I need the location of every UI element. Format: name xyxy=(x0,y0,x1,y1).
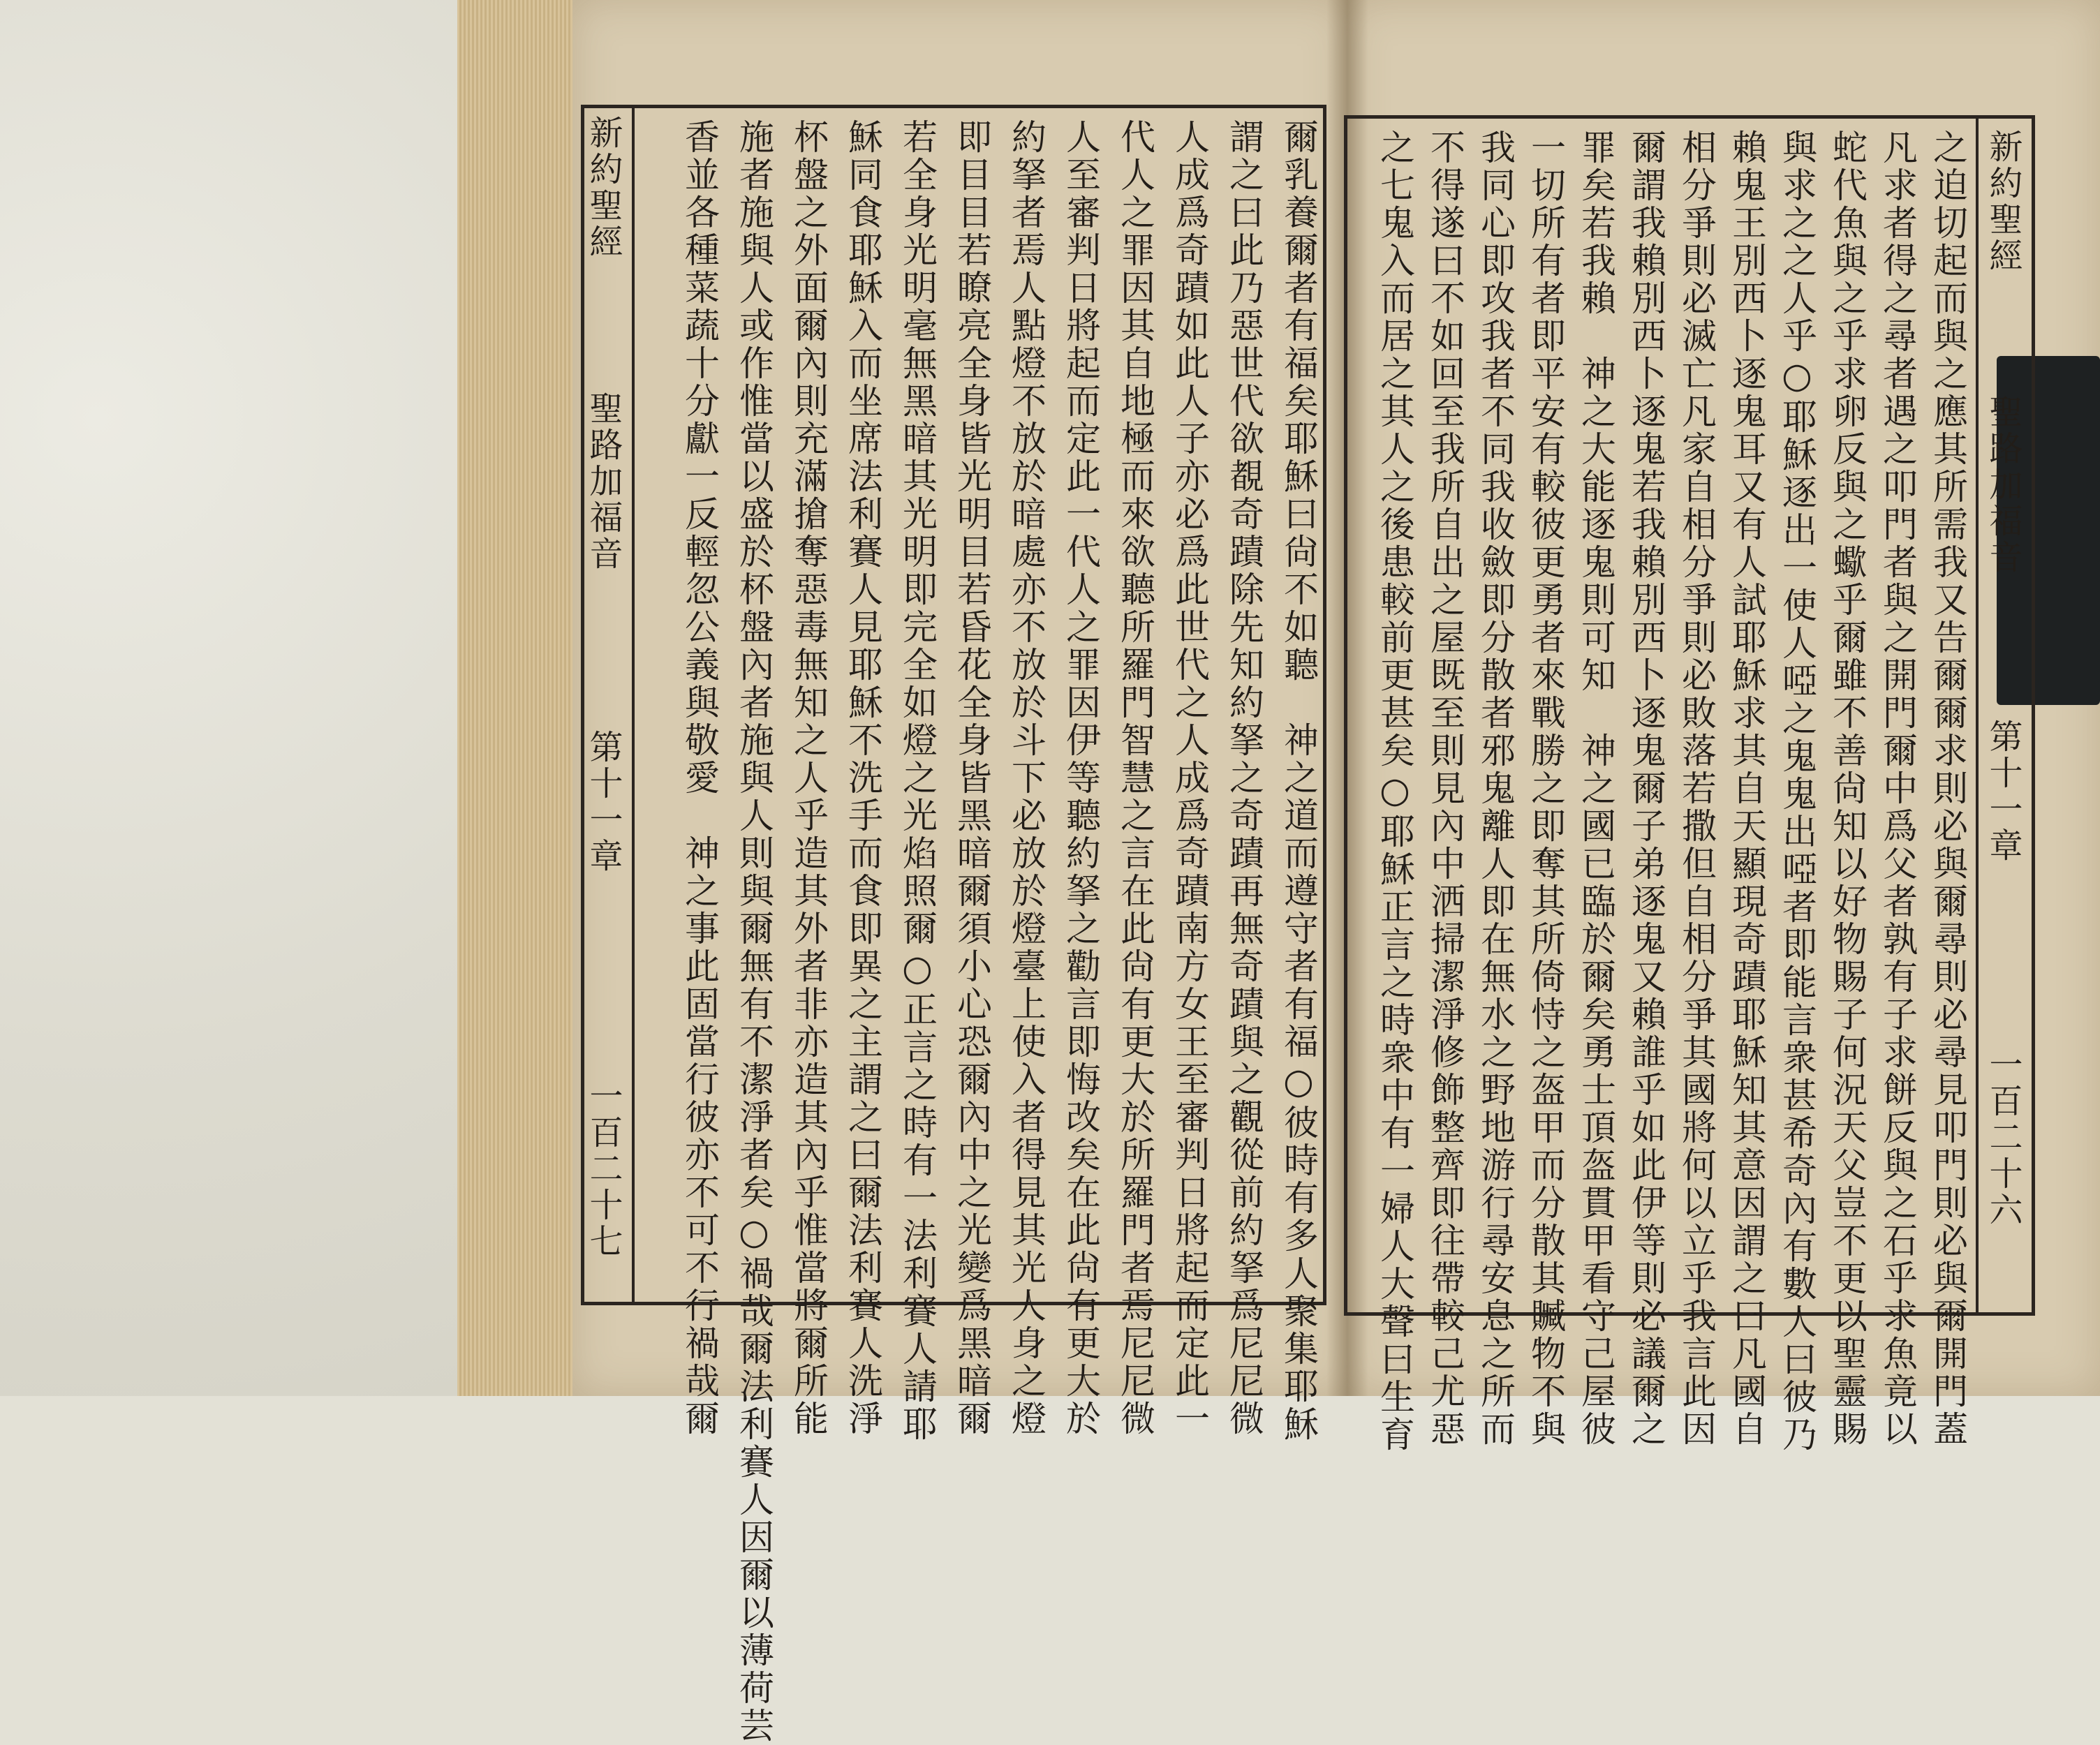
left-book-title: 新約聖經 xyxy=(584,115,623,260)
left-chapter-label: 第十一章 xyxy=(584,729,623,875)
left-text-column-3: 人成爲奇蹟如此人子亦必爲此世代之人成爲奇蹟南方女王至審判日將起而定此一 xyxy=(1169,119,1210,1438)
left-margin-rule xyxy=(632,105,635,1305)
left-page-number: 一百二十七 xyxy=(584,1078,623,1260)
right-gospel-title: 聖路加福音 xyxy=(1983,394,2023,576)
right-margin-rule xyxy=(1976,115,1979,1316)
left-text-column-12: 香並各種菜蔬十分獻一反輕忽公義與敬愛 神之事此固當行彼亦不可不行禍哉爾 xyxy=(679,119,720,1438)
left-text-column-1: 爾乳養爾者有福矣耶穌曰尙不如聽 神之道而遵守者有福○彼時有多人聚集耶穌 xyxy=(1278,119,1319,1443)
right-text-column-4: 與求之之人乎○耶穌逐出一使人啞之鬼鬼出啞者即能言衆甚希奇內有數人曰彼乃 xyxy=(1777,129,1817,1454)
left-gospel-title: 聖路加福音 xyxy=(584,391,623,572)
left-text-column-7: 即目目若瞭亮全身皆光明目若昏花全身皆黑暗爾須小心恐爾內中之光變爲黑暗爾 xyxy=(952,119,992,1438)
right-text-column-1: 之迫切起而與之應其所需我又告爾爾求則必與爾尋則必尋見叩門則必與爾開門蓋 xyxy=(1928,129,1968,1448)
right-text-column-3: 蛇代魚與之乎求卵反與之蠍乎爾雖不善尙知以好物賜子何況天父豈不更以聖靈賜 xyxy=(1827,129,1868,1448)
right-text-column-5: 賴鬼王別西卜逐鬼耳又有人試耶穌求其自天顯現奇蹟耶穌知其意因謂之曰凡國自 xyxy=(1726,129,1767,1448)
right-text-column-9: 一切所有者即平安有較彼更勇者來戰勝之即奪其所倚恃之盔甲而分散其贓物不與 xyxy=(1525,129,1566,1448)
left-text-column-10: 杯盤之外面爾內則充滿搶奪惡毒無知之人乎造其外者非亦造其內乎惟當將爾所能 xyxy=(788,119,829,1438)
right-text-column-12: 之七鬼入而居之其人之後患較前更甚矣○耶穌正言之時衆中有一婦人大聲曰生育 xyxy=(1375,129,1415,1454)
right-text-column-8: 罪矣若我賴 神之大能逐鬼則可知 神之國已臨於爾矣勇士頂盔貫甲看守己屋彼 xyxy=(1576,129,1616,1448)
right-text-column-11: 不得遂曰不如回至我所自出之屋既至則見內中洒掃潔淨修飾整齊即往帶較己尤惡 xyxy=(1425,129,1465,1448)
left-text-column-5: 人至審判日將起而定此一代人之罪因伊等聽約拏之勸言即悔改矣在此尙有更大於 xyxy=(1060,119,1101,1438)
right-chapter-label: 第十一章 xyxy=(1983,719,2023,864)
left-text-column-9: 穌同食耶穌入而坐席法利賽人見耶穌不洗手而食即異之主謂之曰爾法利賽人洗淨 xyxy=(843,119,883,1438)
left-text-column-6: 約拏者焉人點燈不放於暗處亦不放於斗下必放於燈臺上使入者得見其光人身之燈 xyxy=(1006,119,1047,1438)
left-text-column-11: 施者施與人或作惟當以盛於杯盤內者施與人則與爾無有不潔淨者矣○禍哉爾法利賽人因爾以薄荷芸 xyxy=(734,119,774,1745)
left-text-column-2: 謂之曰此乃惡世代欲覩奇蹟除先知約拏之奇蹟再無奇蹟與之觀從前約拏爲尼尼微 xyxy=(1224,119,1264,1438)
right-text-column-6: 相分爭則必滅亡凡家自相分爭則必敗落若撒但自相分爭其國將何以立乎我言此因 xyxy=(1676,129,1717,1448)
right-page-number: 一百二十六 xyxy=(1983,1047,2023,1228)
left-text-column-8: 若全身光明毫無黑暗其光明即完全如燈之光焰照爾○正言之時有一法利賽人請耶 xyxy=(897,119,938,1443)
right-text-column-2: 凡求者得之尋者遇之叩門者與之開門爾中爲父者孰有子求餅反與之石乎求魚竟以 xyxy=(1877,129,1918,1448)
left-text-column-4: 代人之罪因其自地極而來欲聽所羅門智慧之言在此尙有更大於所羅門者焉尼尼微 xyxy=(1115,119,1155,1438)
right-text-column-7: 爾謂我賴別西卜逐鬼若我賴別西卜逐鬼爾子弟逐鬼又賴誰乎如此伊等則必議爾之 xyxy=(1626,129,1666,1448)
right-text-column-10: 我同心即攻我者不同我收斂即分散者邪鬼離人即在無水之野地游行尋安息之所而 xyxy=(1475,129,1516,1448)
cloth-background xyxy=(0,0,489,1396)
right-book-title: 新約聖經 xyxy=(1983,129,2023,274)
